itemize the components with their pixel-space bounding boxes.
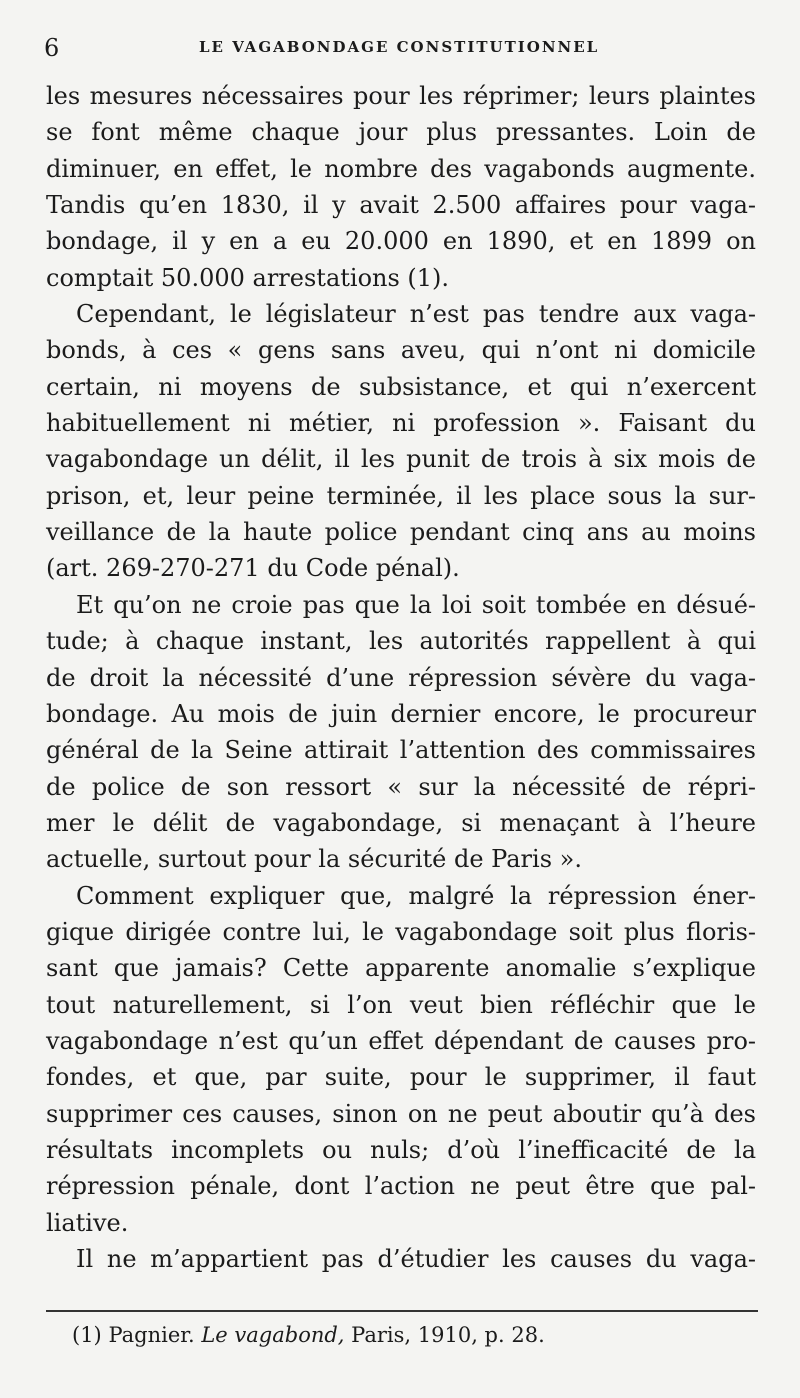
text-line: Tandis qu’en 1830, il y avait 2.500 affaires pour vaga- <box>46 191 756 220</box>
body-text <box>46 78 756 1277</box>
text-line: gique dirigée contre lui, le vagabondage soit plus floris- <box>46 917 756 946</box>
running-title: LE VAGABONDAGE CONSTITUTIONNEL <box>199 38 600 56</box>
footnote-author: Pagnier. <box>108 1323 195 1347</box>
text-line: Il ne m’appartient pas d’étudier les causes du vaga- <box>76 1245 756 1273</box>
text-line: répression pénale, dont l’action ne peut être que pal- <box>46 1172 756 1201</box>
text-line: les mesures nécessaires pour les réprimer; leurs plaintes <box>46 82 756 110</box>
text-line: supprimer ces causes, sinon on ne peut aboutir qu’à des <box>46 1099 756 1128</box>
text-line: tout naturellement, si l’on veut bien réfléchir que le <box>46 990 756 1019</box>
text-line: général de la Seine attirait l’attention des commissaires <box>46 736 756 765</box>
text-line: bondage. Au mois de juin dernier encore, le procureur <box>46 699 756 728</box>
text-line: habituellement ni métier, ni profession ». Faisant du <box>46 409 756 438</box>
text-line: de droit la nécessité d’une répression sévère du vaga- <box>46 663 756 692</box>
footnote-title: Le vagabond, <box>201 1323 345 1347</box>
text-line: bondage, il y en a eu 20.000 en 1890, et en 1899 on <box>46 227 756 256</box>
text-line: veillance de la haute police pendant cinq ans au moins <box>46 518 756 547</box>
text-line: Et qu’on ne croie pas que la loi soit tombée en désué- <box>76 590 756 619</box>
text-line: prison, et, leur peine terminée, il les place sous la sur- <box>46 481 756 510</box>
footnote-marker: (1) <box>72 1323 102 1347</box>
text-line: résultats incomplets ou nuls; d’où l’inefficacité de la <box>46 1135 756 1164</box>
text-line: Comment expliquer que, malgré la répression éner- <box>76 881 756 910</box>
text-line: bonds, à ces « gens sans aveu, qui n’ont ni domicile <box>46 336 756 365</box>
page-header <box>44 34 756 62</box>
text-line: Cependant, le législateur n’est pas tendre aux vaga- <box>76 300 756 329</box>
text-line: liative. <box>46 1208 129 1237</box>
footnote-divider <box>46 1310 758 1312</box>
text-line: tude; à chaque instant, les autorités rappellent à qui <box>46 627 756 656</box>
text-line: actuelle, surtout pour la sécurité de Paris ». <box>46 845 582 874</box>
text-line: comptait 50.000 arrestations (1). <box>46 263 450 292</box>
text-line: se font même chaque jour plus pressantes. Loin de <box>46 118 756 147</box>
text-line: de police de son ressort « sur la nécessité de répri- <box>46 772 756 801</box>
text-line: (art. 269-270-271 du Code pénal). <box>46 554 460 583</box>
text-line: fondes, et que, par suite, pour le supprimer, il faut <box>46 1063 756 1092</box>
text-line: certain, ni moyens de subsistance, et qui n’exercent <box>46 372 756 401</box>
text-line: sant que jamais? Cette apparente anomalie s’explique <box>46 954 756 983</box>
footnote <box>72 1320 722 1350</box>
text-line: mer le délit de vagabondage, si menaçant à l’heure <box>46 808 756 837</box>
text-line: vagabondage n’est qu’un effet dépendant de causes pro- <box>46 1026 756 1055</box>
text-line: diminuer, en effet, le nombre des vagabonds augmente. <box>46 154 756 183</box>
page-number: 6 <box>44 34 60 62</box>
text-line: vagabondage un délit, il les punit de trois à six mois de <box>46 445 756 474</box>
footnote-citation: Paris, 1910, p. 28. <box>351 1323 545 1347</box>
